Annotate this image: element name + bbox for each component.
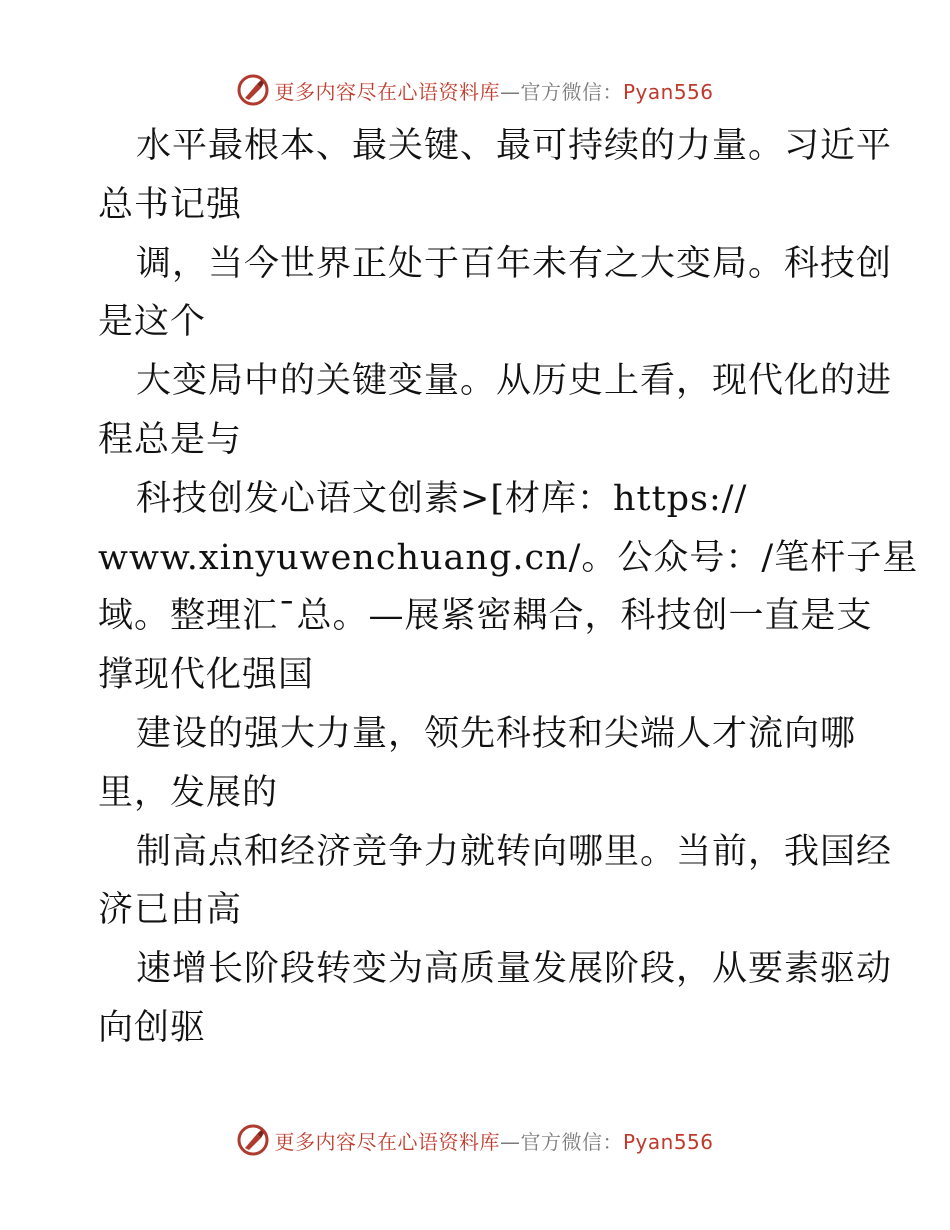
- text-line: 总书记强: [98, 184, 243, 225]
- banner-wechat-id: Pyan556: [622, 1129, 714, 1154]
- text-line: 程总是与: [98, 419, 243, 460]
- text-line: 大变局中的关键变量。从历史上看，现代化的进: [136, 361, 893, 402]
- text-line: 是这个: [98, 302, 207, 343]
- footer-banner: [0, 1120, 950, 1160]
- text-line: 科技创发心语文创素>[材库：https://: [136, 478, 748, 519]
- text-line: 域。整理汇¯总。—展紧密耦合，科技创一直是支: [98, 596, 873, 637]
- text-line: 制高点和经济竞争力就转向哪里。当前，我国经: [136, 831, 893, 872]
- text-line: 济已由高: [98, 890, 243, 931]
- banner-separator: —: [499, 79, 521, 104]
- text-line: 建设的强大力量，领先科技和尖端人才流向哪: [136, 713, 857, 754]
- header-banner: [0, 70, 950, 110]
- banner-main-text: 更多内容尽在心语资料库: [274, 79, 500, 104]
- pen-logo-icon: [236, 1123, 270, 1157]
- text-line: 调，当今世界正处于百年未有之大变局。科技创: [136, 243, 893, 284]
- banner-text: [274, 1126, 713, 1155]
- banner-text: [274, 76, 713, 105]
- text-line: 向创驱: [98, 1007, 207, 1048]
- banner-wechat-label: 官方微信：: [520, 1129, 623, 1154]
- banner-wechat-label: 官方微信：: [520, 79, 623, 104]
- text-line: 水平最根本、最关键、最可持续的力量。习近平: [136, 126, 893, 166]
- text-line: 速增长阶段转变为高质量发展阶段，从要素驱动: [136, 949, 893, 990]
- document-body: [98, 117, 919, 1058]
- banner-main-text: 更多内容尽在心语资料库: [274, 1129, 500, 1154]
- banner-wechat-id: Pyan556: [622, 79, 714, 104]
- text-line: www.xinyuwenchuang.cn/。公众号：/笔杆子星: [98, 537, 919, 578]
- banner-separator: —: [499, 1129, 521, 1154]
- text-line: 撑现代化强国: [98, 655, 315, 696]
- text-line: 里，发展的: [98, 772, 279, 813]
- pen-logo-icon: [236, 73, 270, 107]
